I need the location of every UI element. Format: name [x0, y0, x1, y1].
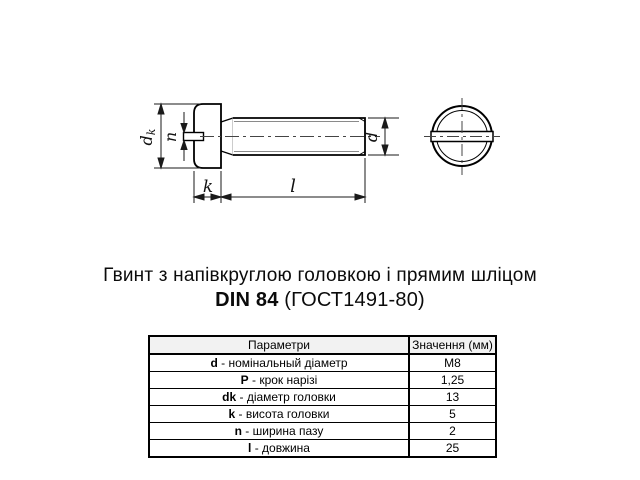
param-cell: k - висота головки	[149, 406, 409, 423]
header-value: Значення (мм)	[409, 336, 496, 354]
param-cell: l - довжина	[149, 440, 409, 458]
value-cell: 13	[409, 389, 496, 406]
parameters-table	[148, 335, 497, 458]
header-parameters: Параметри	[149, 336, 409, 354]
param-cell: n - ширина пазу	[149, 423, 409, 440]
table-row	[149, 423, 496, 440]
value-cell: 25	[409, 440, 496, 458]
dim-label-n: n	[161, 131, 180, 143]
title-line-2	[0, 288, 640, 312]
title-line-1: Гвинт з напівкруглою головкою і прямим шліцом	[103, 265, 537, 286]
param-cell: dk - діаметр головки	[149, 389, 409, 406]
side-view	[184, 104, 381, 168]
title-din-number: DIN 84	[215, 289, 279, 311]
value-cell: M8	[409, 354, 496, 372]
table-header-row	[149, 336, 496, 354]
table-row	[149, 440, 496, 458]
param-cell: P - крок нарізі	[149, 372, 409, 389]
value-cell: 2	[409, 423, 496, 440]
drawing-title	[0, 264, 640, 312]
dim-label-l: l	[290, 176, 296, 197]
dim-label-d: d	[362, 131, 381, 143]
param-cell: d - номінальный діаметр	[149, 354, 409, 372]
table-row	[149, 354, 496, 372]
screw-technical-drawing	[0, 0, 640, 235]
title-gost-number: (ГОСТ1491-80)	[278, 289, 425, 311]
table-row	[149, 389, 496, 406]
value-cell: 1,25	[409, 372, 496, 389]
end-view	[424, 98, 500, 175]
table-row	[149, 406, 496, 423]
value-cell: 5	[409, 406, 496, 423]
dim-label-dk: dk	[137, 128, 158, 146]
dim-d	[362, 118, 399, 155]
dim-label-k: k	[202, 177, 214, 197]
table-row	[149, 372, 496, 389]
